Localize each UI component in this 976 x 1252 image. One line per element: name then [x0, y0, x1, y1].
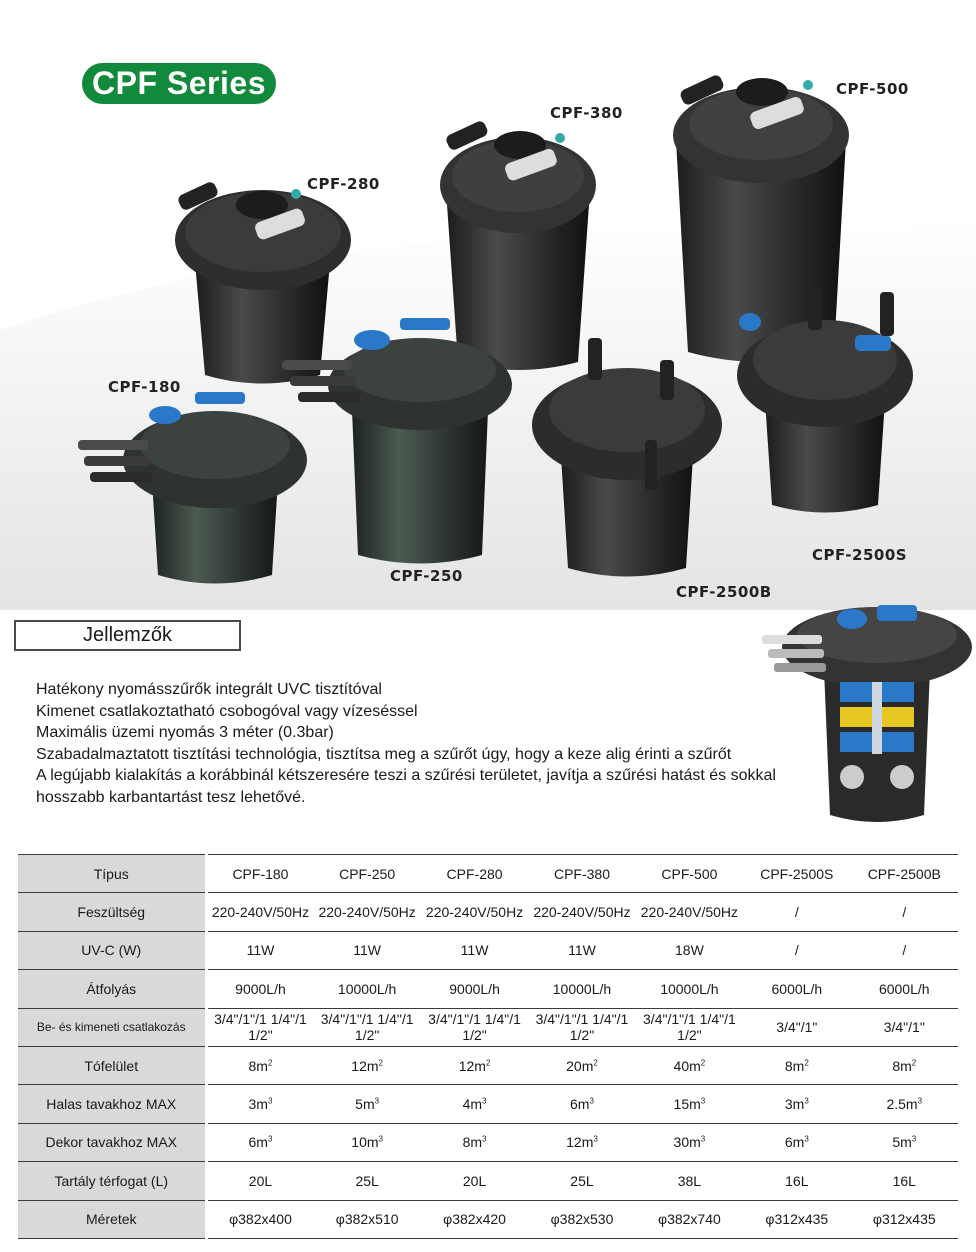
- table-cell: $5m^3$: [313, 1085, 420, 1123]
- table-cell: 6000L/h: [743, 970, 850, 1008]
- row-label: Be- és kimeneti csatlakozás: [18, 1008, 206, 1046]
- table-row: [18, 1085, 958, 1123]
- row-label: Átfolyás: [18, 970, 206, 1008]
- header-model-cpf-2500s: CPF-2500S: [743, 855, 850, 893]
- row-label: Halas tavakhoz MAX: [18, 1085, 206, 1123]
- table-cell: 3/4"/1": [743, 1008, 850, 1046]
- row-label: Feszültség: [18, 893, 206, 931]
- table-cell: 11W: [313, 931, 420, 969]
- header-model-cpf-180: CPF-180: [206, 855, 313, 893]
- table-cell: 9000L/h: [206, 970, 313, 1008]
- table-cell: $6m^3$: [206, 1123, 313, 1161]
- table-cell: $6m^3$: [743, 1123, 850, 1161]
- row-label: Tófelület: [18, 1046, 206, 1084]
- table-cell: $3m^3$: [206, 1085, 313, 1123]
- table-cell: 9000L/h: [421, 970, 528, 1008]
- model-label-cpf-380: CPF-380: [550, 104, 623, 122]
- model-label-cpf-180: CPF-180: [108, 378, 181, 396]
- series-title: CPF Series: [82, 63, 276, 104]
- table-cell: φ382x400: [206, 1200, 313, 1238]
- feature-item: A legújabb kialakítás a korábbinál kétszeresére teszi a szűrési területet, javítja a szűrési hatást és sokkal hosszabb karbantartást tesz lehetővé.: [36, 767, 776, 806]
- table-cell: $3m^3$: [743, 1085, 850, 1123]
- table-cell: /: [743, 931, 850, 969]
- table-row: [18, 1162, 958, 1200]
- header-label: Típus: [18, 855, 206, 893]
- header-model-cpf-500: CPF-500: [636, 855, 743, 893]
- table-cell: 3/4"/1"/1 1/4"/1 1/2": [313, 1008, 420, 1046]
- cpf-380-filter-image: [440, 119, 596, 370]
- table-cell: 18W: [636, 931, 743, 969]
- table-cell: 11W: [528, 931, 635, 969]
- table-cell: 3/4"/1": [851, 1008, 958, 1046]
- table-cell: $12m^3$: [528, 1123, 635, 1161]
- table-cell: 3/4"/1"/1 1/4"/1 1/2": [421, 1008, 528, 1046]
- model-label-cpf-2500b: CPF-2500B: [676, 583, 772, 601]
- table-cell: 3/4"/1"/1 1/4"/1 1/2": [528, 1008, 635, 1046]
- table-row: [18, 970, 958, 1008]
- table-cell: /: [851, 893, 958, 931]
- table-cell: 220-240V/50Hz: [421, 893, 528, 931]
- features-title: Jellemzők: [14, 620, 241, 651]
- table-cell: φ382x420: [421, 1200, 528, 1238]
- table-cell: 220-240V/50Hz: [206, 893, 313, 931]
- table-row: [18, 1008, 958, 1046]
- cpf-500-filter-image: [673, 73, 849, 362]
- table-cell: φ382x740: [636, 1200, 743, 1238]
- table-cell: $40m^2$: [636, 1046, 743, 1084]
- table-cell: φ382x530: [528, 1200, 635, 1238]
- table-cell: $8m^2$: [851, 1046, 958, 1084]
- table-row: [18, 931, 958, 969]
- table-cell: $4m^3$: [421, 1085, 528, 1123]
- table-cell: $12m^2$: [421, 1046, 528, 1084]
- filter-cutaway-image: [752, 597, 976, 837]
- table-cell: 6000L/h: [851, 970, 958, 1008]
- model-label-cpf-500: CPF-500: [836, 80, 909, 98]
- feature-item: Hatékony nyomásszűrők integrált UVC tisztítóval: [36, 681, 382, 698]
- table-cell: /: [851, 931, 958, 969]
- table-cell: 20L: [206, 1162, 313, 1200]
- table-cell: $30m^3$: [636, 1123, 743, 1161]
- table-cell: $20m^2$: [528, 1046, 635, 1084]
- table-cell: 16L: [743, 1162, 850, 1200]
- row-label: Dekor tavakhoz MAX: [18, 1123, 206, 1161]
- table-cell: 11W: [421, 931, 528, 969]
- table-cell: 11W: [206, 931, 313, 969]
- header-model-cpf-250: CPF-250: [313, 855, 420, 893]
- model-label-cpf-280: CPF-280: [307, 175, 380, 193]
- table-cell: φ382x510: [313, 1200, 420, 1238]
- model-label-cpf-2500s: CPF-2500S: [812, 546, 908, 564]
- row-label: Méretek: [18, 1200, 206, 1238]
- table-cell: $8m^3$: [421, 1123, 528, 1161]
- table-cell: 10000L/h: [636, 970, 743, 1008]
- table-cell: 20L: [421, 1162, 528, 1200]
- feature-item: Szabadalmaztatott tisztítási technológia, tisztítsa meg a szűrőt úgy, hogy a keze alig érinti a szűrőt: [36, 745, 732, 763]
- table-cell: 10000L/h: [313, 970, 420, 1008]
- table-row: [18, 1123, 958, 1161]
- row-label: UV-C (W): [18, 931, 206, 969]
- table-cell: /: [743, 893, 850, 931]
- table-cell: $8m^2$: [206, 1046, 313, 1084]
- table-cell: $2.5m^3$: [851, 1085, 958, 1123]
- product-hero: [0, 0, 976, 610]
- table-cell: 16L: [851, 1162, 958, 1200]
- model-label-cpf-250: CPF-250: [390, 567, 463, 585]
- table-cell: φ312x435: [851, 1200, 958, 1238]
- table-cell: 10000L/h: [528, 970, 635, 1008]
- table-cell: 25L: [313, 1162, 420, 1200]
- table-cell: $6m^3$: [528, 1085, 635, 1123]
- table-cell: $8m^2$: [743, 1046, 850, 1084]
- table-row: [18, 1200, 958, 1238]
- table-cell: $10m^3$: [313, 1123, 420, 1161]
- table-header-row: [18, 855, 958, 893]
- table-cell: 38L: [636, 1162, 743, 1200]
- table-cell: $12m^2$: [313, 1046, 420, 1084]
- header-model-cpf-280: CPF-280: [421, 855, 528, 893]
- feature-item: Maximális üzemi nyomás 3 méter (0.3bar): [36, 724, 334, 741]
- table-cell: 220-240V/50Hz: [528, 893, 635, 931]
- table-cell: φ312x435: [743, 1200, 850, 1238]
- table-cell: $15m^3$: [636, 1085, 743, 1123]
- header-model-cpf-2500b: CPF-2500B: [851, 855, 958, 893]
- table-cell: 3/4"/1"/1 1/4"/1 1/2": [636, 1008, 743, 1046]
- table-cell: $5m^3$: [851, 1123, 958, 1161]
- table-cell: 220-240V/50Hz: [313, 893, 420, 931]
- table-row: [18, 893, 958, 931]
- table-cell: 220-240V/50Hz: [636, 893, 743, 931]
- table-cell: 3/4"/1"/1 1/4"/1 1/2": [206, 1008, 313, 1046]
- features-list: [36, 679, 826, 808]
- header-model-cpf-380: CPF-380: [528, 855, 635, 893]
- row-label: Tartály térfogat (L): [18, 1162, 206, 1200]
- specs-table: [18, 854, 958, 1239]
- table-cell: 25L: [528, 1162, 635, 1200]
- table-row: [18, 1046, 958, 1084]
- feature-item: Kimenet csatlakoztatható csobogóval vagy vízeséssel: [36, 702, 418, 720]
